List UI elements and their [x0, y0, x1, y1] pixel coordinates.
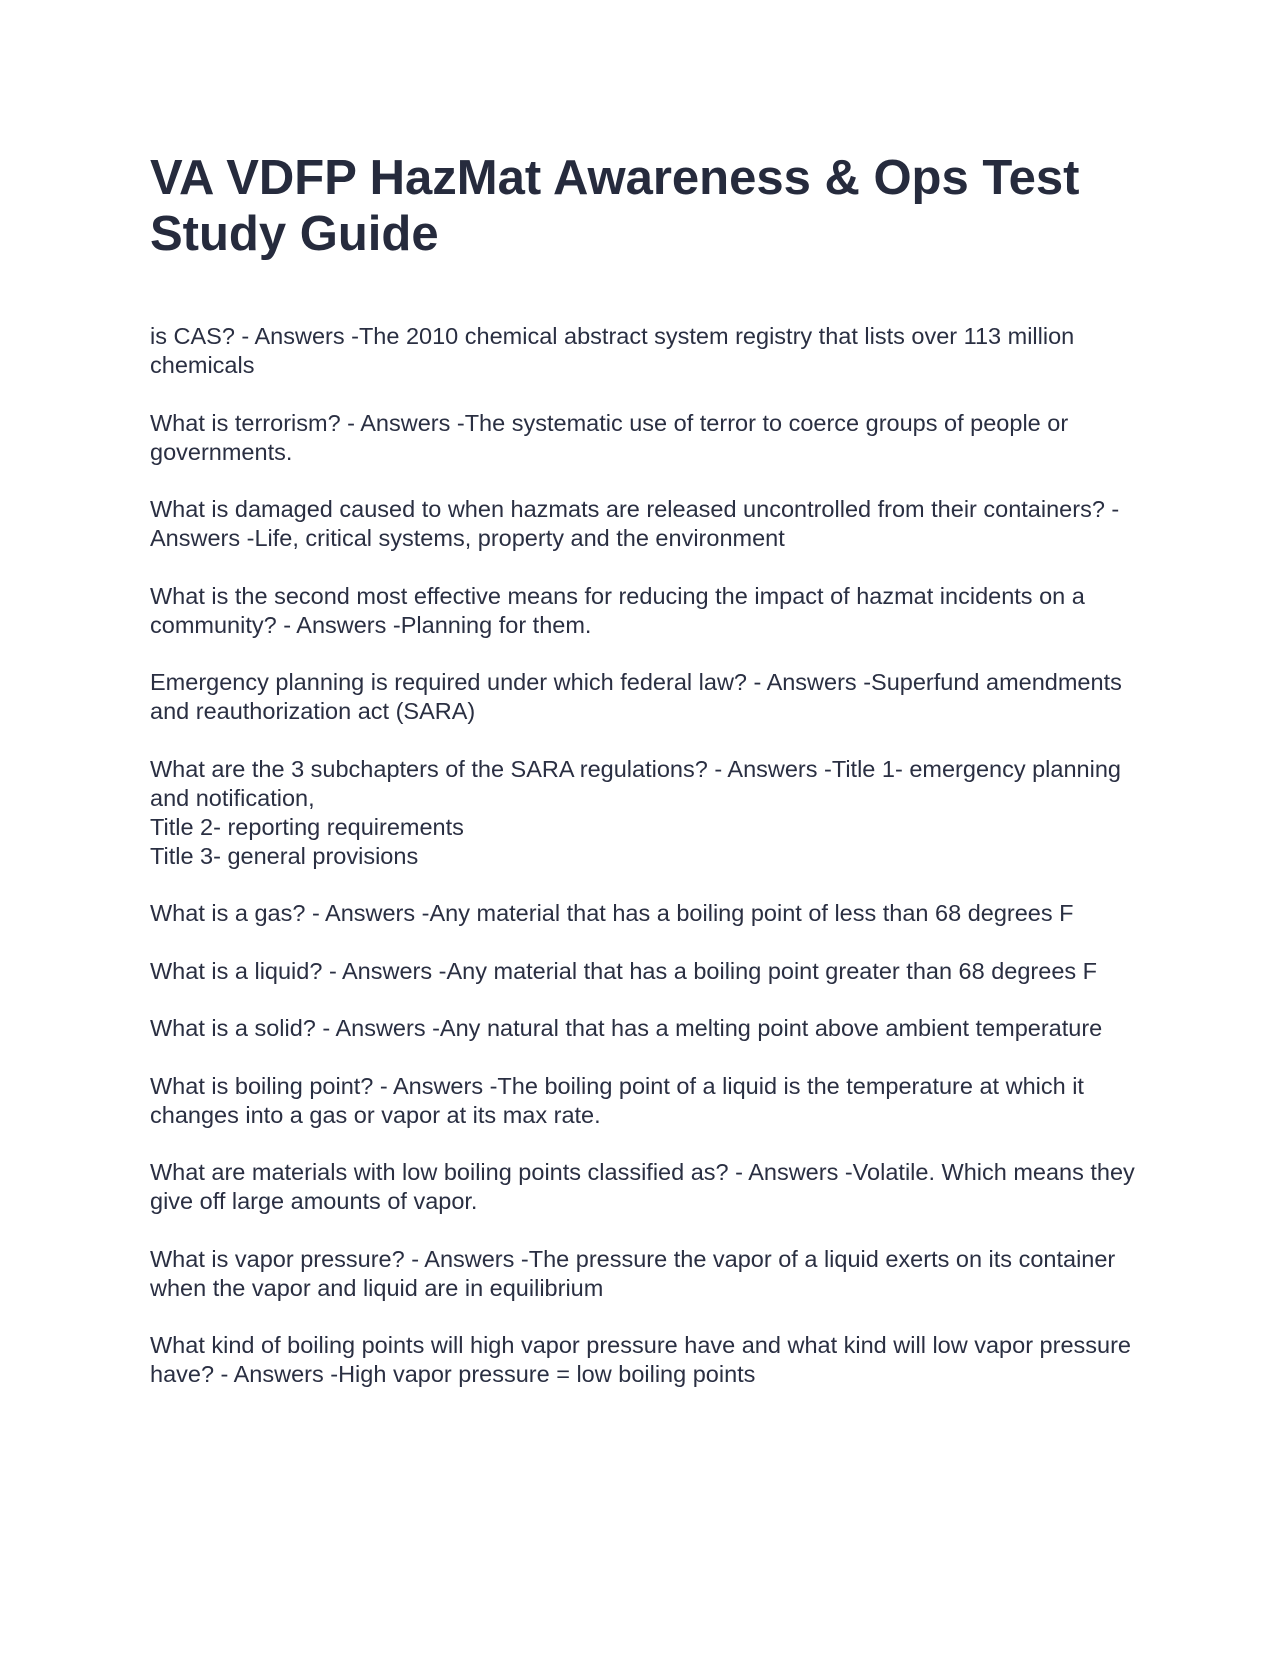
qa-entry: What is terrorism? - Answers -The systematic use of terror to coerce groups of people or governments. — [150, 409, 1069, 465]
qa-entry: What is the second most effective means for reducing the impact of hazmat incidents on a community? - Answers -Planning for them. — [150, 582, 1085, 638]
qa-entry: Emergency planning is required under which federal law? - Answers -Superfund amendments and reauthorization act (SARA) — [150, 669, 1122, 724]
qa-list — [150, 322, 1140, 1418]
qa-entry: What is damaged caused to when hazmats are released uncontrolled from their containers? - Answers -Life, critical systems, property and the environment — [150, 496, 1120, 551]
qa-entry: What are materials with low boiling points classified as? - Answers -Volatile. Which means they give off large amounts of vapor. — [150, 1159, 1135, 1214]
document-title: VA VDFP HazMat Awareness & Ops Test Study Guide — [150, 151, 1080, 261]
qa-entry: What is vapor pressure? - Answers -The pressure the vapor of a liquid exerts on its container when the vapor and liquid are in equilibrium — [150, 1245, 1116, 1301]
qa-entry: is CAS? - Answers -The 2010 chemical abstract system registry that lists over 113 million chemicals — [150, 323, 1075, 378]
qa-entry: What is a liquid? - Answers -Any material that has a boiling point greater than 68 degrees F — [150, 957, 1098, 984]
qa-entry: What is a solid? - Answers -Any natural that has a melting point above ambient temperature — [150, 1015, 1103, 1041]
qa-entry: What is a gas? - Answers -Any material that has a boiling point of less than 68 degrees F — [150, 900, 1074, 926]
qa-entry: What is boiling point? - Answers -The boiling point of a liquid is the temperature at which it changes into a gas or vapor at its max rate. — [150, 1072, 1084, 1128]
qa-entry: What kind of boiling points will high vapor pressure have and what kind will low vapor pressure have? - Answers -High vapor pressure = low boiling points — [150, 1332, 1131, 1387]
qa-entry: What are the 3 subchapters of the SARA regulations? - Answers -Title 1- emergency planning and notification, Title 2- reporting requirements Title 3- general provisions — [150, 755, 1121, 869]
